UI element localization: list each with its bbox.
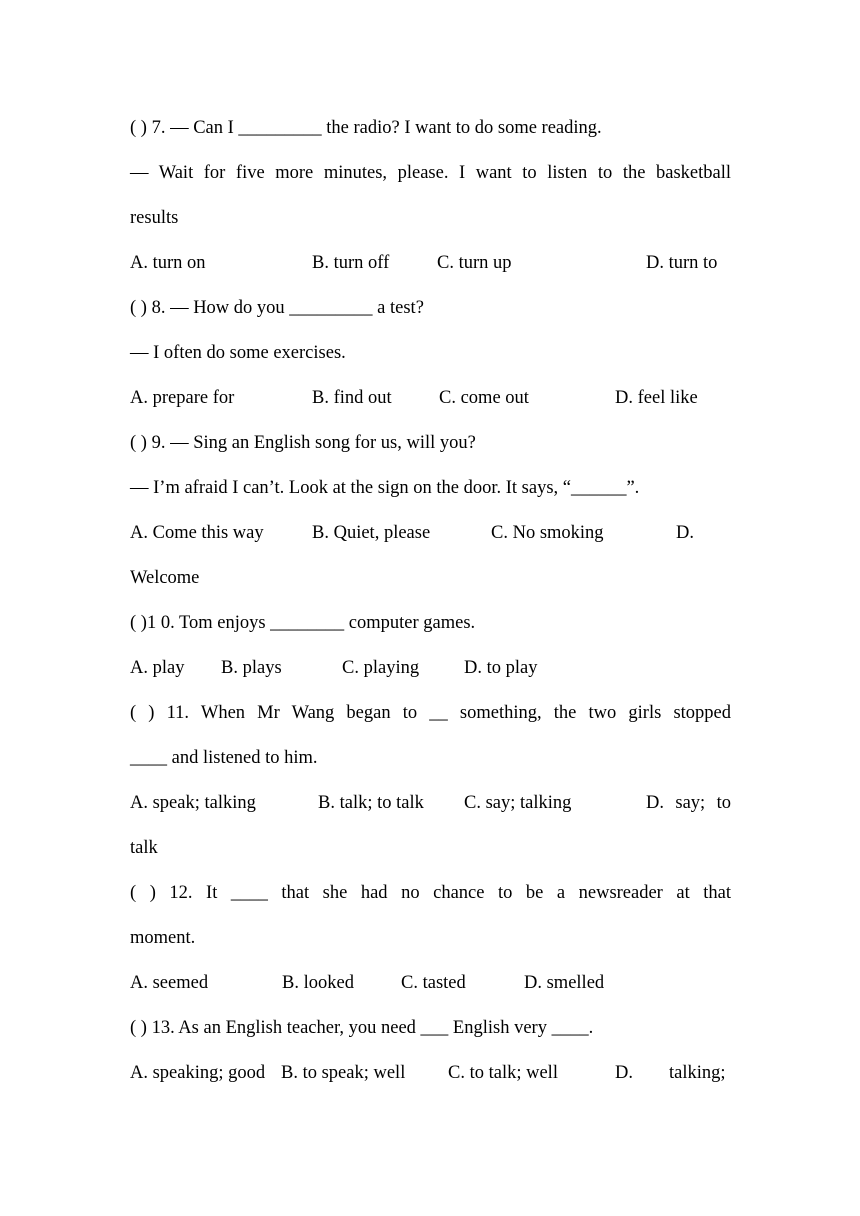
option-b: B. Quiet, please — [312, 523, 431, 543]
question-7-stem: ( ) 7. — Can I _________ the radio? I want to do some reading. — [130, 118, 602, 138]
question-9-stem: ( ) 9. — Sing an English song for us, will you? — [130, 433, 476, 453]
option-d: D. — [615, 1063, 633, 1083]
option-b: B. to speak; well — [281, 1063, 406, 1083]
question-10-stem: ( )1 0. Tom enjoys ________ computer games. — [130, 613, 476, 633]
option-d: D. feel like — [615, 388, 698, 408]
option-b: B. talk; to talk — [318, 793, 424, 813]
question-9-option-d-continued: Welcome — [130, 568, 200, 588]
question-13-stem: ( ) 13. As an English teacher, you need ___ English very ____. — [130, 1018, 594, 1038]
question-11-stem: ( ) 11. When Mr Wang began to __ something, the two girls stopped — [130, 703, 731, 723]
option-a: A. seemed — [130, 973, 209, 993]
option-c: C. No smoking — [491, 523, 604, 543]
option-c: C. tasted — [401, 973, 466, 993]
question-7-reply: — Wait for five more minutes, please. I want to listen to the basketball — [130, 163, 731, 183]
question-11-stem-continued: ____ and listened to him. — [130, 748, 318, 768]
option-a: A. Come this way — [130, 523, 264, 543]
option-a: A. prepare for — [130, 388, 235, 408]
question-8-stem: ( ) 8. — How do you _________ a test? — [130, 298, 424, 318]
option-d-partial: talking; — [669, 1063, 726, 1083]
option-d: D. turn to — [646, 253, 718, 273]
option-b: B. plays — [221, 658, 282, 678]
option-c: C. say; talking — [464, 793, 572, 813]
question-11-option-d-continued: talk — [130, 838, 158, 858]
option-b: B. looked — [282, 973, 354, 993]
question-9-reply: — I’m afraid I can’t. Look at the sign on the door. It says, “______”. — [130, 478, 640, 498]
question-8-reply: — I often do some exercises. — [130, 343, 346, 363]
option-b: B. turn off — [312, 253, 390, 273]
option-a: A. play — [130, 658, 185, 678]
option-c: C. come out — [439, 388, 529, 408]
option-d: D. — [676, 523, 694, 543]
option-d: D. smelled — [524, 973, 605, 993]
option-c: C. turn up — [437, 253, 512, 273]
option-d: D. to play — [464, 658, 538, 678]
option-c: C. to talk; well — [448, 1063, 558, 1083]
option-d: D. say; to — [646, 793, 731, 813]
option-c: C. playing — [342, 658, 420, 678]
option-a: A. speaking; good — [130, 1063, 266, 1083]
question-7-reply-continued: results — [130, 208, 179, 228]
option-b: B. find out — [312, 388, 392, 408]
question-12-stem-continued: moment. — [130, 928, 196, 948]
option-a: A. turn on — [130, 253, 206, 273]
question-12-stem: ( ) 12. It ____ that she had no chance to be a newsreader at that — [130, 883, 731, 903]
option-a: A. speak; talking — [130, 793, 256, 813]
